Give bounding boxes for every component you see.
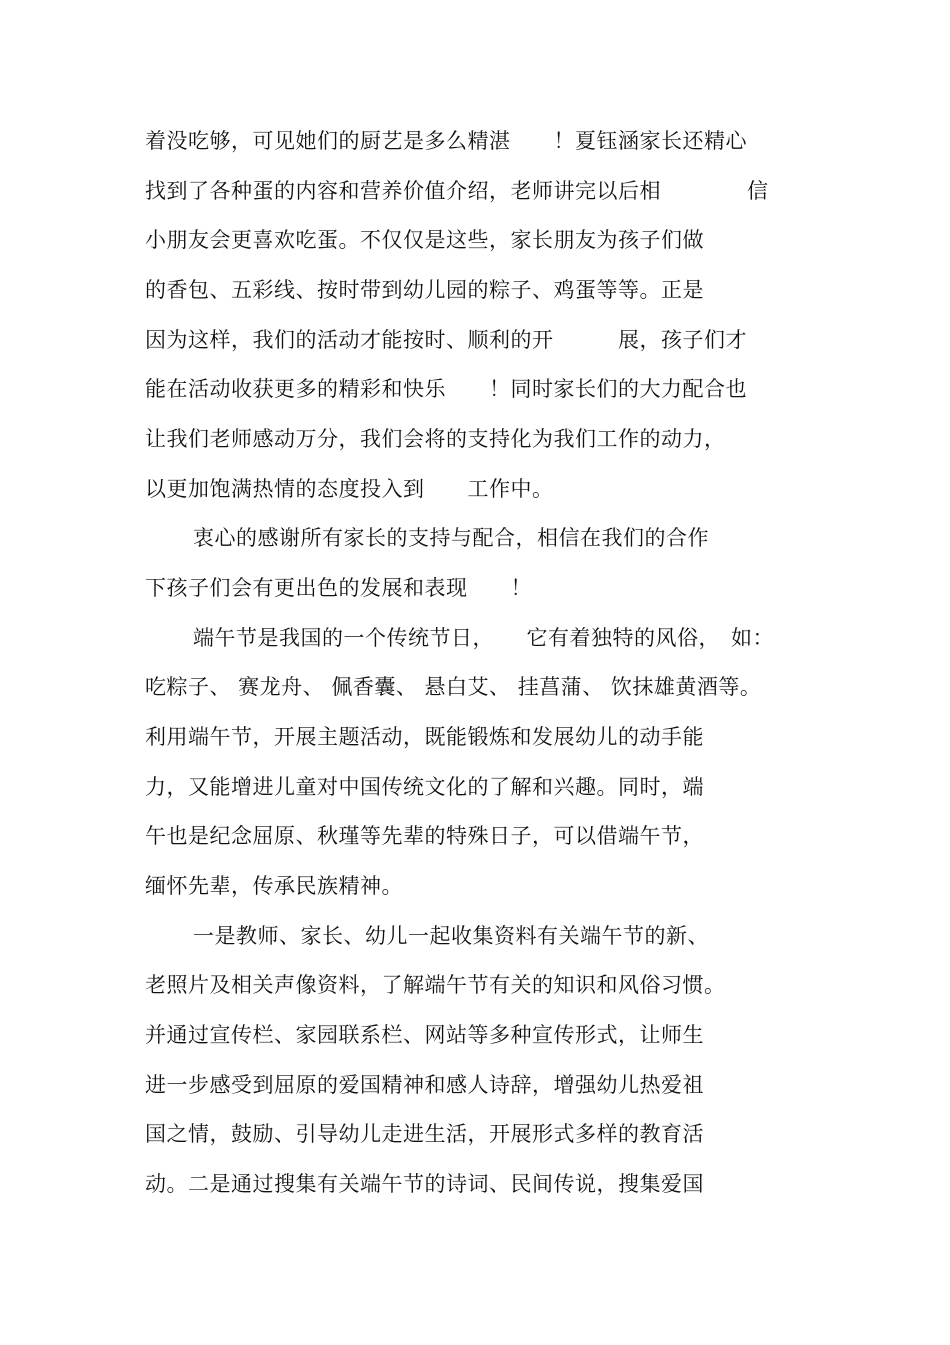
text-line: 利用端午节，开展主题活动，既能锻炼和发展幼儿的动手能 [145,725,704,749]
paragraph-first-line: 端午节是我国的一个传统节日， 它有着独特的风俗， 如： [193,626,774,650]
text-line: 动。二是通过搜集有关端午节的诗词、民间传说，搜集爱国 [145,1172,704,1196]
text-line: 进一步感受到屈原的爱国精神和感人诗辞，增强幼儿热爱祖 [145,1073,704,1097]
text-line: 力，又能增进儿童对中国传统文化的了解和兴趣。同时，端 [145,775,704,799]
text-line: 以更加饱满热情的态度投入到 工作中。 [145,477,554,501]
paragraph-first-line: 衷心的感谢所有家长的支持与配合，相信在我们的合作 [193,526,709,550]
text-line: 小朋友会更喜欢吃蛋。不仅仅是这些，家长朋友为孩子们做 [145,228,704,252]
paragraph-first-line: 一是教师、家长、幼儿一起收集资料有关端午节的新、 [193,924,709,948]
text-line: 着没吃够，可见她们的厨艺是多么精湛 ！夏钰涵家长还精心 [145,129,747,153]
text-line: 让我们老师感动万分，我们会将的支持化为我们工作的动力， [145,427,726,451]
text-line: 吃粽子、 赛龙舟、 佩香囊、 悬白艾、 挂菖蒲、 饮抹雄黄酒等。 [145,675,762,699]
text-line: 的香包、五彩线、按时带到幼儿园的粽子、鸡蛋等等。正是 [145,278,704,302]
text-line: 下孩子们会有更出色的发展和表现 ！ [145,576,532,600]
text-line: 国之情，鼓励、引导幼儿走进生活，开展形式多样的教育活 [145,1122,704,1146]
text-line: 午也是纪念屈原、秋瑾等先辈的特殊日子，可以借端午节， [145,824,704,848]
text-line: 缅怀先辈，传承民族精神。 [145,874,403,898]
text-line: 因为这样，我们的活动才能按时、顺利的开 展，孩子们才 [145,328,747,352]
text-line: 老照片及相关声像资料，了解端午节有关的知识和风俗习惯。 [145,973,726,997]
text-line: 找到了各种蛋的内容和营养价值介绍，老师讲完以后相 信 [145,179,769,203]
text-line: 能在活动收获更多的精彩和快乐 ！同时家长们的大力配合也 [145,377,747,401]
text-line: 并通过宣传栏、家园联系栏、网站等多种宣传形式，让师生 [145,1023,704,1047]
